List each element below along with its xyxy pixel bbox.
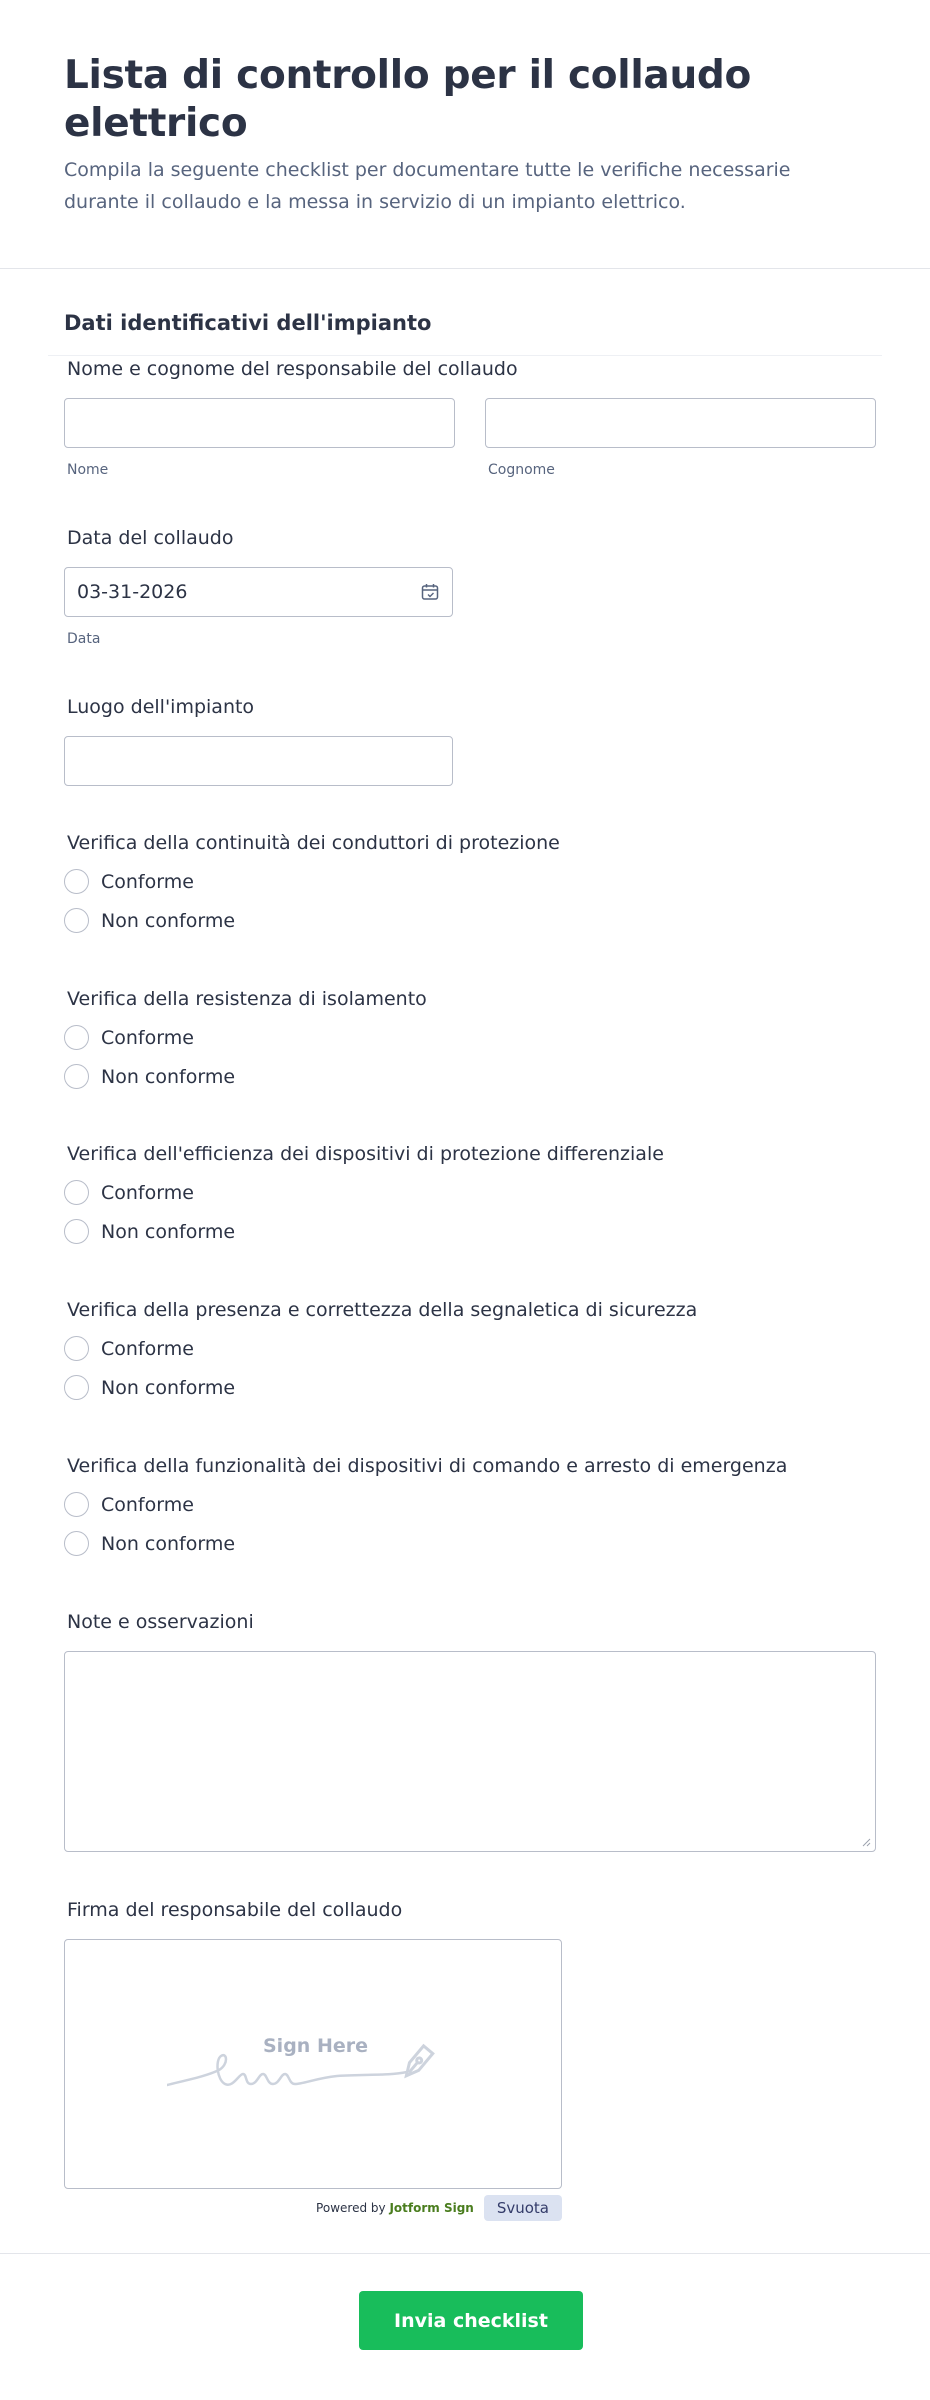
powered-by xyxy=(316,2201,474,2215)
radio-button[interactable] xyxy=(64,1375,89,1400)
notes-label: Note e osservazioni xyxy=(67,1611,254,1633)
resize-handle-icon[interactable] xyxy=(861,1837,871,1847)
signature-field xyxy=(64,1898,876,2221)
last-name-input[interactable] xyxy=(485,398,876,448)
notes-textarea[interactable] xyxy=(64,1651,876,1852)
radio-button[interactable] xyxy=(64,1492,89,1517)
first-name-input[interactable] xyxy=(64,398,455,448)
radio-option-conforme[interactable] xyxy=(64,1492,876,1517)
check-signage xyxy=(64,1298,876,1400)
signature-pad[interactable] xyxy=(64,1939,562,2189)
last-name-sublabel: Cognome xyxy=(488,462,555,478)
location-label: Luogo dell'impianto xyxy=(67,696,255,718)
radio-button[interactable] xyxy=(64,1336,89,1361)
check-emergency-stop xyxy=(64,1454,876,1556)
date-sublabel: Data xyxy=(67,631,101,647)
radio-label: Conforme xyxy=(101,870,194,893)
radio-button[interactable] xyxy=(64,1025,89,1050)
radio-button[interactable] xyxy=(64,1064,89,1089)
radio-label: Non conforme xyxy=(101,1065,236,1088)
submit-button[interactable]: Invia checklist xyxy=(359,2291,583,2350)
radio-option-conforme[interactable] xyxy=(64,1180,876,1205)
check-label: Verifica della presenza e correttezza della segnaletica di sicurezza xyxy=(67,1299,698,1321)
radio-button[interactable] xyxy=(64,908,89,933)
signature-footer xyxy=(64,2195,562,2221)
clear-signature-button[interactable]: Svuota xyxy=(484,2195,562,2221)
test-date-field xyxy=(64,526,876,647)
radio-option-conforme[interactable] xyxy=(64,869,876,894)
radio-button[interactable] xyxy=(64,1531,89,1556)
radio-label: Conforme xyxy=(101,1493,194,1516)
radio-option-conforme[interactable] xyxy=(64,1025,876,1050)
responsible-name-field xyxy=(64,357,876,478)
radio-option-non-conforme[interactable] xyxy=(64,1064,876,1089)
radio-label: Conforme xyxy=(101,1181,194,1204)
form-title: Lista di controllo per il collaudo elettrico xyxy=(64,53,752,146)
form-header xyxy=(0,0,930,269)
first-name-sublabel: Nome xyxy=(67,462,109,478)
radio-option-non-conforme[interactable] xyxy=(64,1375,876,1400)
check-label: Verifica della funzionalità dei dispositivi di comando e arresto di emergenza xyxy=(67,1455,788,1477)
radio-label: Non conforme xyxy=(101,1220,236,1243)
radio-label: Conforme xyxy=(101,1026,194,1049)
check-differential xyxy=(64,1142,876,1244)
form-subtitle: Compila la seguente checklist per documentare tutte le verifiche necessarie durante il collaudo e la messa in servizio di un impianto elettrico. xyxy=(64,159,791,213)
radio-button[interactable] xyxy=(64,869,89,894)
location-field xyxy=(64,695,876,786)
radio-label: Non conforme xyxy=(101,1376,236,1399)
check-insulation xyxy=(64,987,876,1089)
sign-here-text: Sign Here xyxy=(263,2035,368,2057)
signature-label: Firma del responsabile del collaudo xyxy=(67,1899,403,1921)
check-continuity xyxy=(64,831,876,933)
check-label: Verifica dell'efficienza dei dispositivi di protezione differenziale xyxy=(67,1143,664,1165)
radio-label: Conforme xyxy=(101,1337,194,1360)
radio-button[interactable] xyxy=(64,1219,89,1244)
calendar-icon[interactable] xyxy=(420,582,440,602)
test-date-label: Data del collaudo xyxy=(67,527,234,549)
powered-prefix: Powered by xyxy=(316,2201,386,2215)
radio-button[interactable] xyxy=(64,1180,89,1205)
radio-label: Non conforme xyxy=(101,1532,236,1555)
radio-option-non-conforme[interactable] xyxy=(64,1219,876,1244)
form-footer xyxy=(0,2253,930,2400)
section-title: Dati identificativi dell'impianto xyxy=(64,311,432,335)
notes-field xyxy=(64,1610,876,1852)
radio-label: Non conforme xyxy=(101,909,236,932)
responsible-name-label: Nome e cognome del responsabile del collaudo xyxy=(67,358,518,380)
signature-placeholder-icon xyxy=(167,2030,457,2100)
check-label: Verifica della continuità dei conduttori di protezione xyxy=(67,832,560,854)
jotform-sign-brand: Jotform Sign xyxy=(389,2201,474,2215)
location-input[interactable] xyxy=(64,736,453,786)
radio-option-non-conforme[interactable] xyxy=(64,908,876,933)
date-input[interactable] xyxy=(64,567,453,617)
date-value: 03-31-2026 xyxy=(77,581,188,603)
section-header xyxy=(48,269,882,356)
check-label: Verifica della resistenza di isolamento xyxy=(67,988,427,1010)
radio-option-conforme[interactable] xyxy=(64,1336,876,1361)
radio-option-non-conforme[interactable] xyxy=(64,1531,876,1556)
